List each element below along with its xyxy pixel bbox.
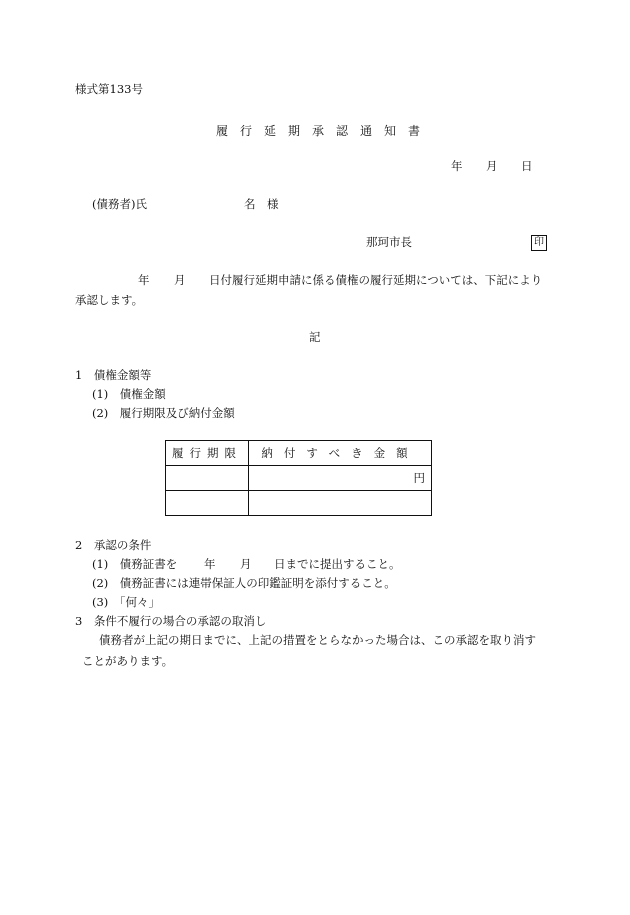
section2-heading: 2 承認の条件: [75, 538, 152, 552]
table-row: [166, 491, 432, 516]
date-day: 日: [521, 159, 533, 173]
issuer-name: 那珂市長: [366, 235, 412, 249]
table-row: [166, 466, 432, 491]
section1-heading: 1 債権金額等: [75, 368, 152, 382]
debtor-label: (債務者)氏: [92, 197, 147, 211]
seal-mark: 印: [531, 235, 547, 251]
intro-month: 月: [174, 273, 186, 287]
name-label: 名 様: [244, 197, 279, 211]
ki-heading: 記: [309, 330, 321, 344]
section2-item1-month: 月: [240, 557, 252, 571]
deadline-cell: [166, 491, 249, 516]
payment-table: [165, 440, 432, 516]
section2-item1-prefix: (1) 債務証書を: [92, 557, 178, 571]
table-header-row: [166, 441, 432, 466]
section3-body-line1: 債務者が上記の期日までに、上記の措置をとらなかった場合は、この承認を取り消す: [99, 633, 536, 647]
section3-body-line2: ことがあります。: [82, 654, 174, 668]
date-year: 年: [451, 159, 463, 173]
date-month: 月: [486, 159, 498, 173]
intro-year: 年: [138, 273, 150, 287]
section2-item1-tail: 日までに提出すること。: [274, 557, 401, 571]
amount-cell: [249, 491, 432, 516]
intro-text-line2: 承認します。: [75, 293, 144, 307]
intro-text: 日付履行延期申請に係る債権の履行延期については、下記により: [209, 273, 543, 287]
section2-item3: (3) 「何々」: [92, 595, 161, 609]
section3-heading: 3 条件不履行の場合の承認の取消し: [75, 614, 267, 628]
amount-cell: 円: [249, 466, 432, 491]
section1-item2: (2) 履行期限及び納付金額: [92, 406, 235, 420]
section1-item1: (1) 債権金額: [92, 387, 166, 401]
form-number: 様式第133号: [75, 82, 143, 96]
col-header-amount: 納付すべき金額: [249, 441, 432, 466]
col-header-deadline: 履行期限: [166, 441, 249, 466]
deadline-cell: [166, 466, 249, 491]
document-title: 履行延期承認通知書: [216, 124, 433, 138]
section2-item1-year: 年: [204, 557, 216, 571]
section2-item2: (2) 債務証書には連帯保証人の印鑑証明を添付すること。: [92, 576, 396, 590]
